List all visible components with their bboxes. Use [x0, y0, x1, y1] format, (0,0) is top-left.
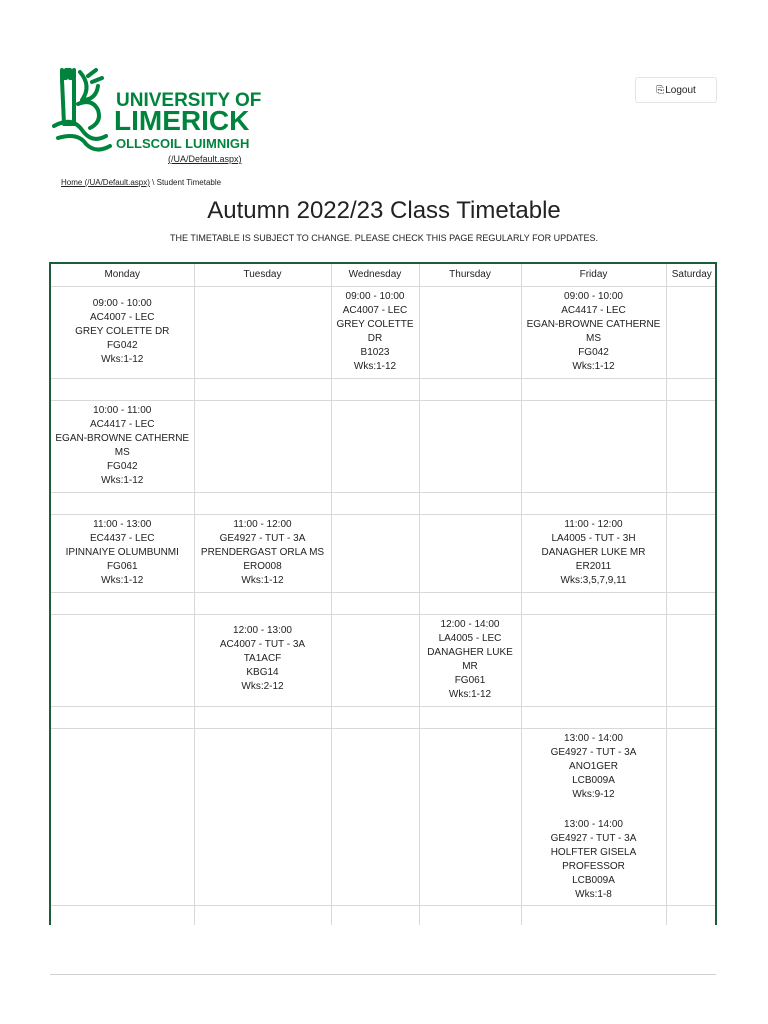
timetable-row: [51, 729, 717, 906]
timetable-cell: [51, 401, 194, 493]
class-time: 11:00 - 12:00: [233, 519, 292, 530]
timetable-row: [51, 615, 717, 707]
svg-text:OLLSCOIL LUIMNIGH: OLLSCOIL LUIMNIGH: [116, 136, 250, 151]
timetable-cell: [194, 615, 331, 707]
class-module: GE4927 - TUT - 3A: [219, 533, 306, 544]
breadcrumb-current: \ Student Timetable: [152, 178, 222, 187]
class-room: ERO008: [243, 561, 282, 572]
class-entry[interactable]: [51, 515, 194, 591]
class-weeks: Wks:1-12: [101, 475, 144, 486]
timetable-cell: [419, 515, 521, 593]
logo-link[interactable]: (/UA/Default.aspx): [168, 154, 242, 164]
timetable-cell: [666, 729, 717, 906]
timetable-cell: [331, 729, 419, 906]
class-room: ER2011: [575, 561, 612, 572]
class-lecturer: TA1ACF: [243, 653, 282, 664]
class-time: 09:00 - 10:00: [345, 291, 405, 302]
day-header-thursday: Thursday: [419, 264, 521, 287]
class-module: EC4437 - LEC: [90, 533, 155, 544]
timetable-cell: [194, 401, 331, 493]
class-weeks: Wks:9-12: [572, 789, 615, 800]
timetable-grid: [51, 264, 717, 925]
class-module: AC4007 - LEC: [90, 312, 155, 323]
timetable-cell: [521, 515, 666, 593]
timetable-cell: [51, 615, 194, 707]
class-time: 10:00 - 11:00: [93, 405, 152, 416]
class-lecturer: GREY COLETTE: [336, 319, 414, 330]
class-room: FG042: [106, 340, 138, 351]
class-time: 13:00 - 14:00: [564, 819, 623, 830]
breadcrumb: [61, 178, 221, 187]
day-header-wednesday: Wednesday: [331, 264, 419, 287]
timetable-cell: [666, 287, 717, 379]
class-time: 11:00 - 12:00: [564, 519, 623, 530]
timetable-spacer-row: [51, 379, 717, 401]
svg-text:UNIVERSITY OF: UNIVERSITY OF: [116, 90, 262, 111]
class-entry[interactable]: [195, 615, 331, 697]
class-time: 09:00 - 10:00: [564, 291, 623, 302]
timetable-cell: [51, 729, 194, 906]
day-header-friday: Friday: [521, 264, 666, 287]
timetable-cell: [666, 515, 717, 593]
timetable-cell: [419, 615, 521, 707]
class-room: LCB009A: [572, 875, 615, 886]
class-weeks: Wks:1-12: [101, 575, 144, 586]
class-entry[interactable]: [332, 287, 419, 377]
class-lecturer: GREY COLETTE DR: [75, 326, 170, 337]
class-weeks: Wks:1-12: [572, 361, 615, 372]
timetable-row: [51, 401, 717, 493]
class-weeks: Wks:1-12: [448, 689, 492, 700]
timetable-cell: [331, 615, 419, 707]
class-room: B1023: [360, 347, 390, 358]
class-lecturer: HOLFTER GISELA: [550, 847, 637, 858]
class-lecturer: ANO1GER: [569, 761, 618, 772]
class-entry[interactable]: [522, 515, 666, 591]
timetable-spacer-row: [51, 906, 717, 926]
timetable-cell: [194, 287, 331, 379]
class-time: 12:00 - 14:00: [440, 619, 500, 630]
timetable-cell: [194, 515, 331, 593]
class-room: FG042: [106, 461, 138, 472]
timetable-cell: [331, 401, 419, 493]
breadcrumb-home-link[interactable]: Home (/UA/Default.aspx): [61, 178, 150, 187]
timetable-cell: [419, 729, 521, 906]
timetable-cell: [521, 615, 666, 707]
timetable-cell: [521, 287, 666, 379]
logout-button[interactable]: [635, 77, 717, 103]
class-time: 11:00 - 13:00: [93, 519, 152, 530]
class-weeks: Wks:1-12: [353, 361, 397, 372]
timetable: [49, 262, 717, 925]
class-weeks: Wks:3,5,7,9,11: [560, 575, 627, 586]
day-header-saturday: Saturday: [666, 264, 717, 287]
timetable-notice: THE TIMETABLE IS SUBJECT TO CHANGE. PLEASE CHECK THIS PAGE REGULARLY FOR UPDATES.: [170, 233, 598, 243]
timetable-cell: [666, 401, 717, 493]
class-entry[interactable]: [51, 287, 194, 370]
timetable-spacer-row: [51, 707, 717, 729]
timetable-spacer-row: [51, 593, 717, 615]
class-module: AC4007 - TUT - 3A: [219, 639, 306, 650]
class-lecturer-cont: MS: [586, 333, 601, 344]
class-entry[interactable]: [522, 805, 666, 905]
class-room: KBG14: [246, 667, 279, 678]
class-module: AC4417 - LEC: [90, 419, 155, 430]
class-room: FG061: [454, 675, 486, 686]
svg-text:LIMERICK: LIMERICK: [114, 105, 250, 136]
day-header-tuesday: Tuesday: [194, 264, 331, 287]
timetable-cell: [666, 615, 717, 707]
class-time: 13:00 - 14:00: [564, 733, 623, 744]
class-lecturer: PRENDERGAST ORLA MS: [200, 547, 325, 558]
class-lecturer-cont: DR: [367, 333, 383, 344]
class-module: AC4417 - LEC: [561, 305, 626, 316]
class-module: LA4005 - TUT - 3H: [551, 533, 636, 544]
class-lecturer: IPINNAIYE OLUMBUNMI: [65, 547, 179, 558]
class-weeks: Wks:1-12: [101, 354, 144, 365]
timetable-cell: [194, 729, 331, 906]
class-entry[interactable]: [51, 401, 194, 491]
sign-out-icon: ⎘: [656, 84, 665, 96]
class-entry[interactable]: [195, 515, 331, 591]
university-logo[interactable]: [52, 66, 262, 158]
class-room: FG061: [106, 561, 138, 572]
timetable-row: [51, 515, 717, 593]
logo-mark: [52, 66, 262, 158]
class-entry[interactable]: [420, 615, 521, 705]
class-lecturer-cont: PROFESSOR: [562, 861, 625, 872]
class-entry[interactable]: [522, 729, 666, 805]
class-entry[interactable]: [522, 287, 666, 377]
class-lecturer: EGAN-BROWNE CATHERNE: [55, 433, 190, 444]
class-lecturer-cont: MR: [462, 661, 478, 672]
class-room: LCB009A: [572, 775, 615, 786]
class-module: AC4007 - LEC: [342, 305, 408, 316]
class-time: 12:00 - 13:00: [233, 625, 292, 636]
class-room: FG042: [578, 347, 609, 358]
timetable-cell: [419, 401, 521, 493]
timetable-cell: [521, 401, 666, 493]
timetable-spacer-row: [51, 493, 717, 515]
class-lecturer: DANAGHER LUKE MR: [541, 547, 646, 558]
class-module: GE4927 - TUT - 3A: [550, 747, 637, 758]
logout-label: Logout: [665, 84, 696, 96]
timetable-cell: [51, 287, 194, 379]
timetable-cell: [51, 515, 194, 593]
class-lecturer-cont: MS: [114, 447, 130, 458]
class-time: 09:00 - 10:00: [92, 298, 152, 309]
timetable-cell: [419, 287, 521, 379]
class-weeks: Wks:1-8: [575, 889, 612, 900]
timetable-cell: [331, 515, 419, 593]
day-header-monday: Monday: [51, 264, 194, 287]
page-title: Autumn 2022/23 Class Timetable: [207, 197, 561, 224]
timetable-cell: [521, 729, 666, 906]
footer-divider: [50, 974, 716, 975]
timetable-row: [51, 287, 717, 379]
class-lecturer: EGAN-BROWNE CATHERNE: [526, 319, 661, 330]
class-module: GE4927 - TUT - 3A: [550, 833, 637, 844]
timetable-cell: [331, 287, 419, 379]
timetable-header-row: [51, 264, 717, 287]
class-lecturer: DANAGHER LUKE: [427, 647, 513, 658]
class-weeks: Wks:1-12: [241, 575, 284, 586]
class-weeks: Wks:2-12: [241, 681, 284, 692]
class-module: LA4005 - LEC: [438, 633, 502, 644]
